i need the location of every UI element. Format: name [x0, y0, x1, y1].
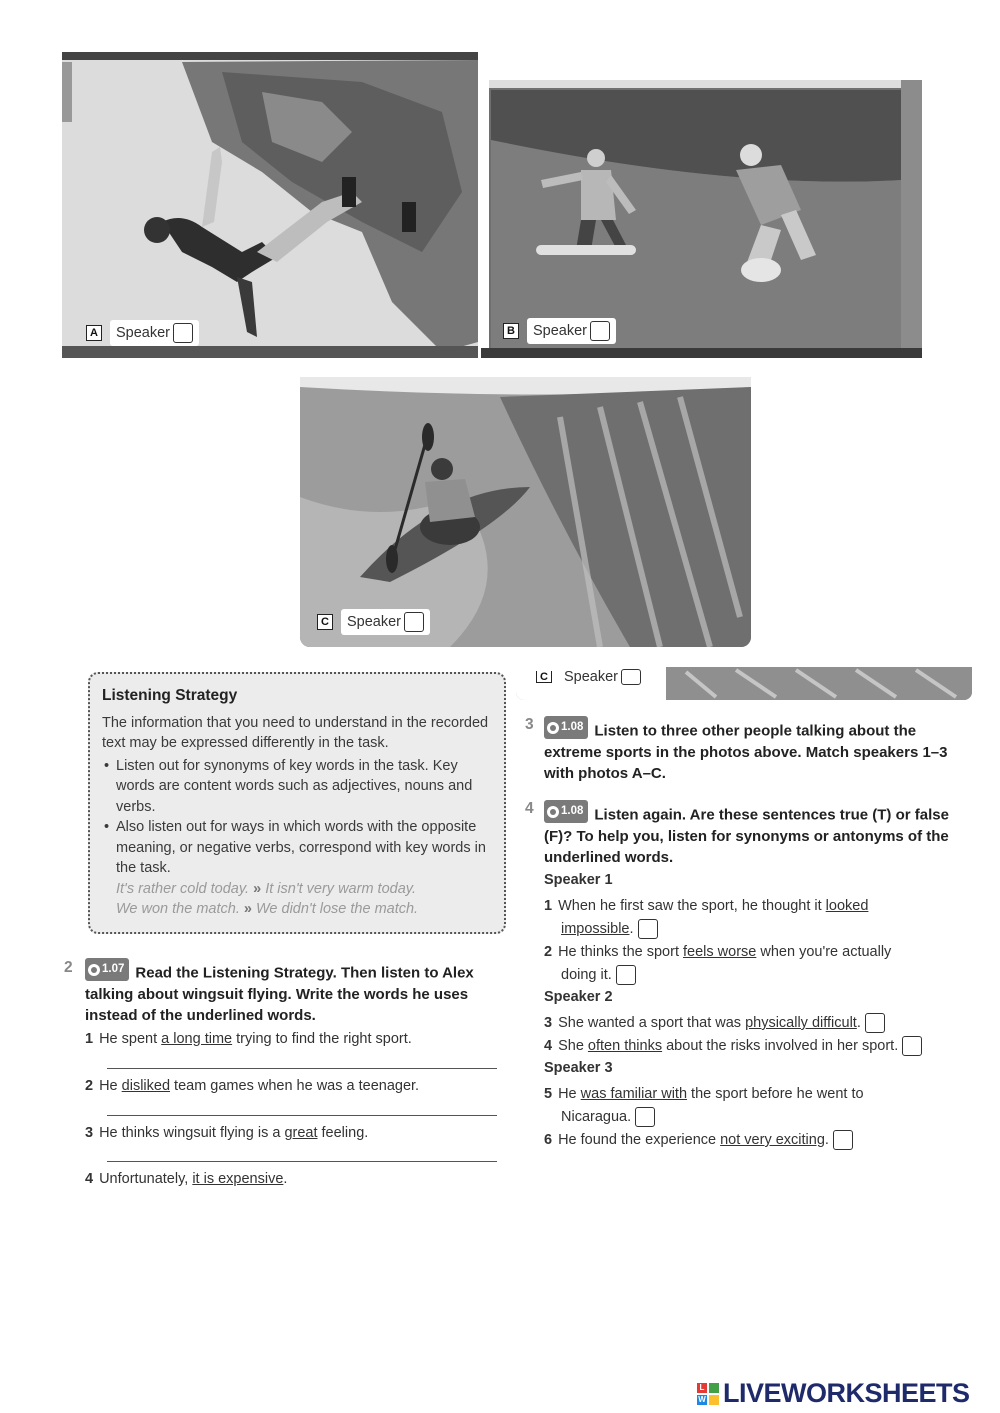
listening-strategy-box — [88, 672, 506, 934]
tf-answer-box-4[interactable] — [902, 1036, 922, 1056]
underlined-phrase: physically difficult — [745, 1015, 857, 1031]
exercise-4-item — [544, 1012, 964, 1034]
item-number: 2 — [85, 1078, 94, 1094]
speaker-label: Speaker — [533, 323, 588, 339]
exercise-4-item-cont — [561, 1106, 655, 1128]
tf-answer-box-3[interactable] — [865, 1013, 885, 1033]
exercise-4-item — [544, 941, 944, 963]
item-text: She — [558, 1038, 588, 1054]
strip-label — [536, 667, 645, 687]
speaker-heading: Speaker 2 — [544, 989, 613, 1005]
exercise-4-item — [544, 1083, 964, 1105]
underlined-phrase: looked — [825, 898, 869, 914]
instruction-text: Read the Listening Strategy. Then listen to Alex talking about wingsuit flying. Write the words he uses instead of the underlined words. — [85, 964, 474, 1024]
item-text: He — [558, 1086, 581, 1102]
example-sentence: We didn't lose the match. — [256, 901, 419, 917]
item-number: 1 — [85, 1031, 94, 1047]
strategy-intro: The information that you need to understand in the recorded text may be expressed differently in the task. — [102, 714, 489, 751]
exercise-2-item — [85, 1122, 368, 1144]
tf-answer-box-6[interactable] — [833, 1130, 853, 1150]
strategy-bullet: • Also listen out for ways in which words with the opposite meaning, or negative verbs, correspond with key words in the task. — [102, 817, 492, 879]
tf-answer-box-2[interactable] — [616, 965, 636, 985]
speaker-tag — [341, 609, 430, 635]
example-sentence: It's rather cold today. — [116, 880, 250, 897]
item-text: Unfortunately, — [99, 1171, 193, 1187]
speaker-label: Speaker — [347, 614, 402, 630]
sandboarding-illustration — [481, 80, 922, 358]
photo-c-kayaking — [300, 377, 751, 647]
track-number: 1.08 — [561, 721, 584, 733]
underlined-phrase: it is expensive — [192, 1171, 284, 1187]
arrow-icon: » — [243, 901, 252, 917]
track-number: 1.07 — [102, 963, 125, 975]
item-number: 6 — [544, 1132, 553, 1148]
item-text: about the risks involved in her sport. — [662, 1038, 899, 1054]
item-text: feeling. — [317, 1125, 369, 1141]
underlined-phrase: a long time — [161, 1031, 233, 1047]
item-number: 5 — [544, 1086, 553, 1102]
arrow-icon: » — [253, 880, 262, 897]
speaker-b-answer-box[interactable] — [590, 321, 610, 341]
item-text: team games when he was a teenager. — [170, 1078, 420, 1094]
item-text: when you're actually — [756, 944, 892, 960]
exercise-3-instruction — [544, 716, 954, 784]
exercise-3-number: 3 — [525, 716, 534, 733]
underlined-phrase: was familiar with — [580, 1086, 688, 1102]
photo-letter: B — [503, 323, 519, 339]
item-text: He thinks the sport — [558, 944, 683, 960]
speaker-heading: Speaker 3 — [544, 1060, 613, 1076]
strategy-example — [102, 879, 492, 900]
answer-line-2[interactable] — [107, 1115, 497, 1116]
cropped-photo-strip — [516, 667, 972, 700]
exercise-4-item — [544, 895, 944, 917]
logo-icon — [697, 1383, 719, 1405]
item-text: When he first saw the sport, he thought it — [558, 898, 826, 914]
item-text: She wanted a sport that was — [558, 1015, 746, 1031]
exercise-4-number: 4 — [525, 800, 534, 817]
item-text: the sport before he went to — [687, 1086, 864, 1102]
instruction-text: Listen to three other people talking about the extreme sports in the photos above. Match speakers 1–3 with photos A–C. — [544, 722, 948, 782]
example-sentence: We won the match. — [116, 901, 240, 917]
item-text: doing it. — [561, 967, 612, 983]
speaker-tag — [560, 667, 645, 687]
underlined-phrase: feels worse — [683, 944, 757, 960]
headphones-icon — [547, 806, 559, 818]
speaker-a-answer-box[interactable] — [173, 323, 193, 343]
photo-c-label — [317, 609, 430, 635]
strategy-title: Listening Strategy — [102, 687, 238, 704]
exercise-4-item — [544, 1035, 974, 1057]
audio-track-badge[interactable] — [544, 800, 588, 823]
item-text: Nicaragua. — [561, 1109, 632, 1125]
exercise-2-number: 2 — [64, 959, 73, 976]
instruction-text: Listen again. Are these sentences true (T) or false (F)? To help you, listen for synonyms or antonyms of the underlined words. — [544, 806, 949, 866]
speaker-label: Speaker — [564, 669, 619, 685]
item-text: He found the experience — [558, 1132, 721, 1148]
exercise-4-item-cont — [561, 964, 636, 986]
underlined-phrase: impossible — [561, 921, 630, 937]
item-number: 2 — [544, 944, 553, 960]
climbing-illustration — [62, 52, 478, 358]
exercise-2-instruction — [85, 958, 495, 1026]
item-number: 4 — [85, 1171, 94, 1187]
answer-line-3[interactable] — [107, 1161, 497, 1162]
strip-letter: C — [536, 671, 552, 683]
speaker-heading: Speaker 1 — [544, 872, 613, 888]
photo-a-climbing — [62, 52, 478, 358]
speaker-tag — [110, 320, 199, 346]
headphones-icon — [547, 722, 559, 734]
item-text: . — [824, 1132, 829, 1148]
item-number: 3 — [85, 1125, 94, 1141]
answer-line-1[interactable] — [107, 1068, 497, 1069]
audio-track-badge[interactable] — [544, 716, 588, 739]
logo-text: LIVEWORKSHEETS — [723, 1378, 970, 1408]
strategy-bullets — [102, 756, 492, 879]
exercise-4-instruction — [544, 800, 954, 868]
item-number: 1 — [544, 898, 553, 914]
item-number: 3 — [544, 1015, 553, 1031]
underlined-phrase: not very exciting — [720, 1132, 825, 1148]
photo-letter: C — [317, 614, 333, 630]
exercise-4-item — [544, 1129, 964, 1151]
exercise-2-item — [85, 1168, 287, 1190]
photo-letter: A — [86, 325, 102, 341]
logo-square: W — [698, 1395, 706, 1404]
speaker-tag — [527, 318, 616, 344]
speaker-label: Speaker — [116, 325, 171, 341]
tf-answer-box-5[interactable] — [635, 1107, 655, 1127]
exercise-2-item — [85, 1075, 419, 1097]
track-number: 1.08 — [561, 805, 584, 817]
item-text: . — [629, 921, 634, 937]
audio-track-badge[interactable] — [85, 958, 129, 981]
strategy-example — [102, 899, 492, 920]
exercise-2-item — [85, 1028, 412, 1050]
kayaking-illustration — [300, 377, 751, 647]
underlined-phrase: often thinks — [587, 1038, 663, 1054]
item-number: 4 — [544, 1038, 553, 1054]
item-text: trying to find the right sport. — [232, 1031, 412, 1047]
logo-square — [709, 1383, 719, 1393]
item-text: . — [283, 1171, 288, 1187]
liveworksheets-logo[interactable] — [697, 1378, 970, 1409]
speaker-c-answer-box[interactable] — [404, 612, 424, 632]
item-text: He thinks wingsuit flying is a — [99, 1125, 285, 1141]
item-text: . — [856, 1015, 861, 1031]
exercise-4-item-cont — [561, 918, 658, 940]
underlined-phrase: disliked — [121, 1078, 171, 1094]
item-text: He — [99, 1078, 122, 1094]
logo-square — [709, 1395, 719, 1405]
headphones-icon — [88, 964, 100, 976]
strategy-bullet: • Listen out for synonyms of key words in the task. Key words are content words such as adjectives, nouns and verbs. — [102, 756, 492, 818]
photo-b-label — [503, 318, 616, 344]
photo-a-label — [86, 320, 199, 346]
underlined-phrase: great — [284, 1125, 318, 1141]
photo-b-sandboarding — [481, 80, 922, 358]
strip-answer-box[interactable] — [621, 669, 641, 685]
example-sentence: It isn't very warm today. — [265, 880, 416, 897]
logo-square: L — [697, 1383, 707, 1393]
tf-answer-box-1[interactable] — [638, 919, 658, 939]
item-text: He spent — [99, 1031, 162, 1047]
